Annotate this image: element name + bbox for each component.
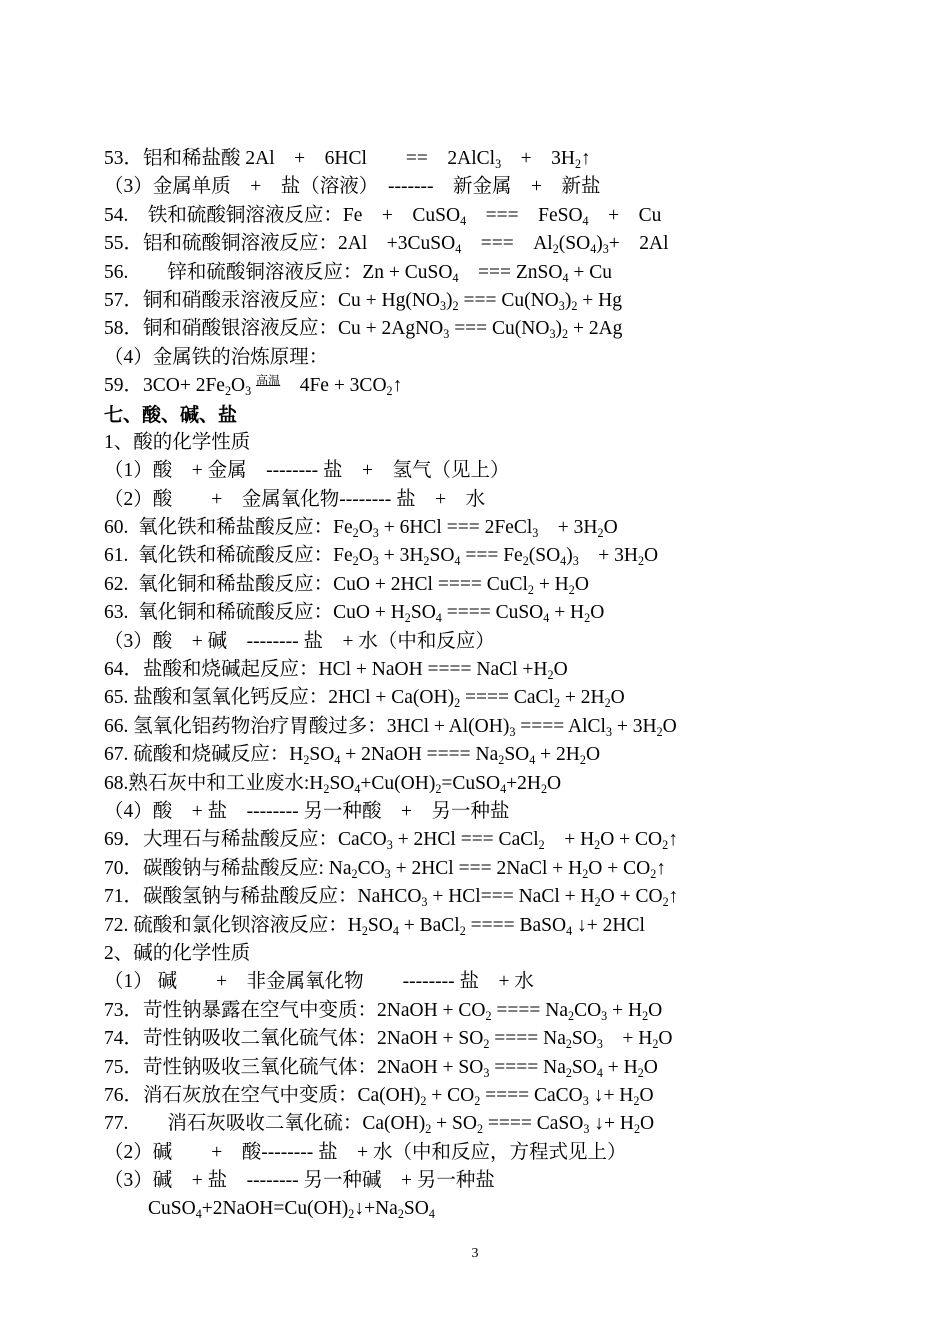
text-line: （4）酸 + 盐 -------- 另一种酸 + 另一种盐: [104, 800, 510, 822]
text-line: （3）金属单质 + 盐（溶液） ------- 新金属 + 新盐: [104, 176, 601, 198]
text-line: 74．苛性钠吸收二氧化硫气体：2NaOH + $SO_2$ ==== $Na_2SO_3$ + $H_2O$: [104, 1028, 673, 1052]
text-line: 68.熟石灰中和工业废水$:H_2SO_4+Cu(OH)_2=CuSO_4+2H_2O$: [104, 772, 562, 796]
text-line: 1、酸的化学性质: [104, 431, 251, 453]
text-line: 62. 氧化铜和稀盐酸反应：CuO + 2HCl ==== CuCl$_2$ + $H_2O$: [104, 573, 589, 598]
text-line: 69．大理石与稀盐酸反应：CaCO$_3$ + 2HCl === CaCl$_2$ + $H_2O$ + $CO_2↑$: [104, 829, 678, 853]
text-line: 53．铝和稀盐酸 2Al + 6HCl == 2AlCl$_3$ + $3H_2↑$: [104, 148, 591, 172]
text-line: 58．铜和硝酸银溶液反应：Cu + 2AgNO$_3$ === $Cu(NO_3)_2 + 2Ag$: [104, 318, 623, 342]
text-line: 66. 氢氧化铝药物治疗胃酸过多：$3HCl + Al(OH)_3$ ==== AlCl$_3$ + $3H_2O$: [104, 715, 677, 740]
text-line: 77. 消石灰吸收二氧化硫：$Ca(OH)_2 + SO_2$ ==== CaSO$_3$ ↓+ $H_2O$: [104, 1113, 655, 1137]
page-number: 3: [471, 1246, 479, 1261]
text-line: （1） 碱 + 非金属氧化物 -------- 盐 + 水: [104, 971, 534, 993]
text-line: 70．碳酸钠与稀盐酸反应: $Na_2CO_3 + 2HCl$ === 2NaCl + $H_2O$ + $CO_2↑$: [104, 857, 666, 881]
text-line: 73．苛性钠暴露在空气中变质：2NaOH + $CO_2$ ==== $Na_2CO_3 + H_2O$: [104, 999, 663, 1023]
text-line: （3）酸 + 碱 -------- 盐 + 水（中和反应）: [104, 630, 495, 652]
text-line: 57．铜和硝酸汞溶液反应：$Cu + Hg(NO_3)_2$ === $Cu(NO_3)_2 + Hg$: [104, 289, 622, 314]
text-line: 63. 氧化铜和稀硫酸反应：CuO + $H_2SO_4$ ==== CuSO$_4$ + $H_2O$: [104, 602, 605, 626]
text-line: 76．消石灰放在空气中变质：$Ca(OH)_2 + CO_2$ ==== CaCO$_3$ ↓+ $H_2O$: [104, 1084, 654, 1109]
text-line: 2、碱的化学性质: [104, 942, 251, 964]
text-line: $CuSO_4+2NaOH=Cu(OH)_2↓+Na_2SO_4$: [148, 1198, 435, 1222]
text-line: 59．$3CO+ 2Fe_2O_3$ $^{高温}$ $4Fe + 3CO_2↑$: [104, 373, 403, 399]
text-line: 67. 硫酸和烧碱反应：$H_2SO_4$ + 2NaOH ==== $Na_2SO_4 + 2H_2O$: [104, 744, 601, 768]
text-line: 61. 氧化铁和稀硫酸反应：$Fe_2O_3 + 3H_2SO_4$ === $Fe_2(SO_4)_3$ + $3H_2O$: [104, 545, 659, 569]
text-line: 64．盐酸和烧碱起反应：HCl + NaOH ==== NaCl $+H_2O$: [104, 659, 568, 683]
text-line: 60. 氧化铁和稀盐酸反应：$Fe_2O_3 + 6HCl$ === 2FeCl$_3$ + $3H_2O$: [104, 517, 618, 541]
text-line: （1）酸 + 金属 -------- 盐 + 氢气（见上）: [104, 460, 510, 482]
text-line: 65. 盐酸和氢氧化钙反应：$2HCl + Ca(OH)_2$ ==== CaCl$_2$ + $2H_2O$: [104, 687, 625, 711]
text-line: （2）碱 + 酸-------- 盐 + 水（中和反应，方程式见上）: [104, 1141, 627, 1163]
text-line: 75．苛性钠吸收三氧化硫气体：2NaOH + $SO_3$ ==== $Na_2SO_4 + H_2O$: [104, 1056, 658, 1080]
text-line: （3）碱 + 盐 -------- 另一种碱 + 另一种盐: [104, 1170, 495, 1192]
text-line: （4）金属铁的治炼原理：: [104, 346, 329, 368]
text-line: 55．铝和硫酸铜溶液反应：2Al +3CuSO$_4$ === $Al_2(SO_4)_3+$ 2Al: [104, 233, 669, 257]
text-line: 71．碳酸氢钠与稀盐酸反应：NaHCO$_3$ + HCl=== NaCl + $H_2O$ + $CO_2↑$: [104, 886, 679, 910]
text-line: 56. 锌和硫酸铜溶液反应：Zn + CuSO$_4$ === ZnSO$_4$ + Cu: [104, 261, 613, 285]
section-heading: 七、酸、碱、盐: [104, 403, 238, 426]
document-body: [104, 145, 864, 1224]
text-line: （2）酸 + 金属氧化物-------- 盐 + 水: [104, 488, 486, 510]
text-line: 72. 硫酸和氯化钡溶液反应：$H_2SO_4$ + BaCl$_2$ ==== BaSO$_4$ ↓+ 2HCl: [104, 914, 645, 938]
text-line: 54. 铁和硫酸铜溶液反应：Fe + CuSO$_4$ === FeSO$_4$ + Cu: [104, 204, 662, 228]
